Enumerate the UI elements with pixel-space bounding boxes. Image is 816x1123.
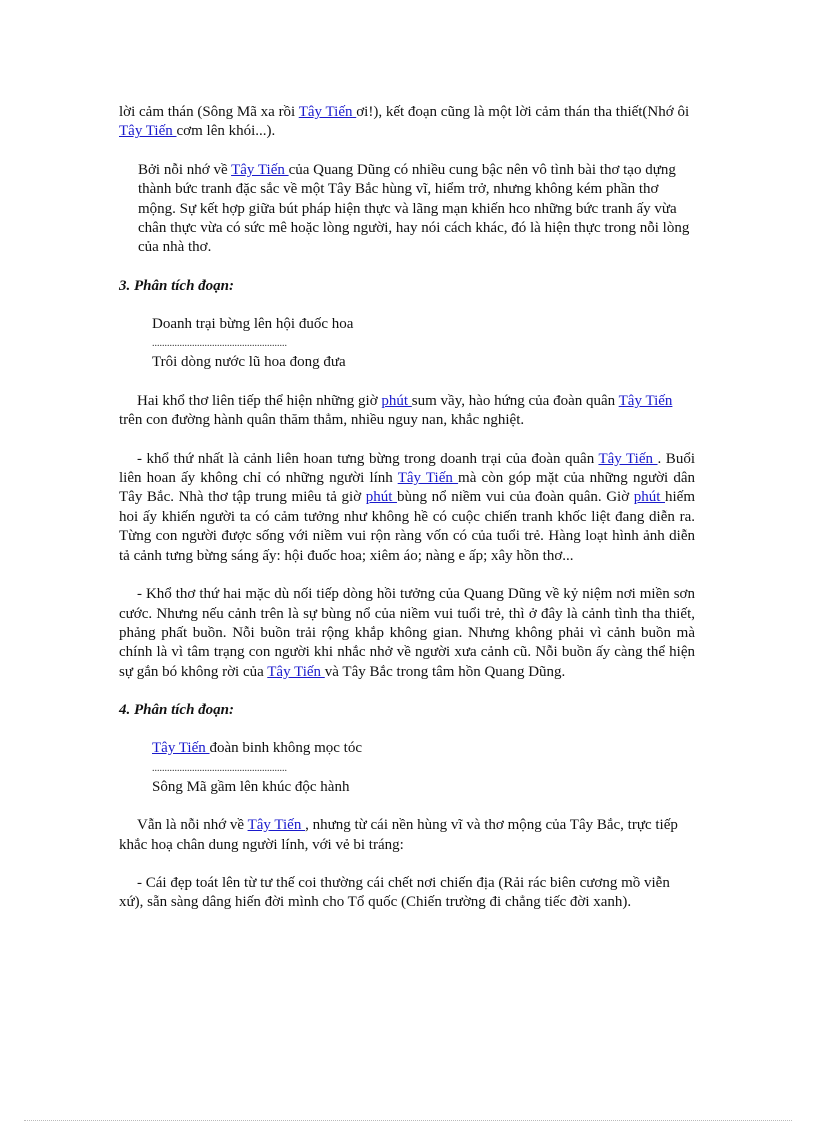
text: - khổ thứ nhất là cảnh liên hoan tưng bừng trong doanh trại của đoàn quân	[137, 450, 599, 467]
section-4-heading: 4. Phân tích đoạn:	[119, 702, 235, 719]
verse-line: Doanh trại bừng lên hội đuốc hoa	[152, 315, 354, 332]
verse-ellipsis: ......................................................	[152, 338, 287, 350]
paragraph-7	[119, 874, 695, 913]
section-3-heading: 3. Phân tích đoạn:	[119, 277, 235, 294]
text: trên con đường hành quân thăm thẳm, nhiều nguy nan, khắc nghiệt.	[119, 412, 525, 429]
paragraph-3	[119, 392, 695, 431]
page-bottom-divider	[24, 1120, 792, 1121]
paragraph-2	[119, 161, 695, 258]
link-phut[interactable]: phút	[381, 392, 412, 409]
verse-block-3	[119, 315, 695, 373]
link-phut[interactable]: phút	[365, 489, 397, 506]
text: cơm lên khói...).	[176, 123, 276, 140]
text: mà còn góp mặt của những người dân Tây Bắc. Nhà thơ tập trung miêu tả giờ	[119, 470, 696, 506]
link-tay-tien[interactable]: Tây Tiến	[247, 817, 306, 834]
text: và Tây Bắc trong tâm hồn Quang Dũng.	[324, 663, 566, 680]
text: hiếm hoi ấy khiến người ta có cảm tưởng như không hề có cuộc chiến tranh khốc liệt đang diễn ra. Từng con người được sống với niềm vui rộn ràng vốn có của tuổi trẻ. Hàng loạt hình ảnh diễn tả cảnh tưng bừng sáng ấy: hội đuốc hoa; xiêm áo; nàng e ấp; xây hồn thơ...	[119, 489, 695, 564]
text: đoàn binh không mọc tóc	[209, 740, 362, 757]
link-tay-tien[interactable]: Tây Tiến	[119, 123, 177, 140]
text: Bởi nỗi nhớ về	[138, 161, 232, 178]
text: , nhưng từ cái nền hùng vĩ và thơ mộng của Tây Bắc, trực tiếp khắc hoạ chân dung người lính, với vẻ bi tráng:	[119, 817, 678, 853]
text: Hai khổ thơ liên tiếp thể hiện những giờ	[137, 392, 382, 409]
link-tay-tien[interactable]: Tây Tiến	[397, 470, 459, 487]
verse-line: Trôi dòng nước lũ hoa đong đưa	[152, 354, 346, 371]
text: sum vầy, hào hứng của đoàn quân	[411, 392, 619, 409]
paragraph-1	[119, 103, 695, 142]
text: lời cảm thán (Sông Mã xa rồi	[119, 104, 299, 120]
verse-block-4	[119, 739, 695, 797]
link-phut[interactable]: phút	[633, 489, 665, 506]
paragraph-5	[119, 585, 695, 682]
link-tay-tien[interactable]: Tây Tiến	[298, 104, 357, 120]
text: Vẫn là nỗi nhớ về	[137, 817, 248, 834]
paragraph-4	[119, 450, 695, 566]
link-tay-tien[interactable]: Tây Tiến	[152, 740, 210, 757]
link-tay-tien[interactable]: Tây Tiến	[231, 161, 289, 178]
text: - Khổ thơ thứ hai mặc dù nối tiếp dòng hồi tưởng của Quang Dũng về kỷ niệm nơi miền sơn cước. Nhưng nếu cảnh trên là sự bùng nổ của niềm vui tuổi trẻ, thì ở đây là cảnh tình tha thiết, phảng phất buồn. Nỗi buồn trải rộng khắp không gian. Nhưng không phải vì cảnh buồn mà chính là vì tâm trạng con người khi nhắc nhở về người xưa cảnh cũ. Nỗi buồn ấy càng thể hiện sự gắn bó không rời của	[119, 586, 695, 680]
document-body	[119, 103, 695, 932]
text: - Cái đẹp toát lên từ tư thế coi thường cái chết nơi chiến địa (Rải rác biên cương mồ viễn xứ), sẵn sàng dâng hiến đời mình cho Tổ quốc (Chiến trường đi chẳng tiếc đời xanh).	[119, 874, 670, 911]
text: . Buổi liên hoan ấy không chỉ có những người lính	[119, 450, 695, 487]
paragraph-6	[119, 816, 695, 855]
text: bùng nổ niềm vui của đoàn quân. Giờ	[397, 489, 634, 506]
text: của Quang Dũng có nhiều cung bậc nên vô tình bài thơ tạo dựng thành bức tranh đặc sắc về một Tây Bắc hùng vĩ, hiểm trở, nhưng không kém phần thơ mộng. Sự kết hợp giữa bút pháp hiện thực và lãng mạn khiến hco những bức tranh ấy vừa chân thực vừa có sức mê hoặc lòng người, hay nói cách khác, đó là hiện thực trong nỗi lòng của nhà thơ.	[138, 161, 690, 256]
verse-ellipsis: ......................................................	[152, 762, 287, 774]
verse-line	[152, 739, 695, 759]
link-tay-tien[interactable]: Tây Tiến	[598, 450, 658, 467]
verse-line: Sông Mã gầm lên khúc độc hành	[152, 778, 350, 795]
link-tay-tien[interactable]: Tây Tiến	[267, 663, 325, 680]
link-tay-tien[interactable]: Tây Tiến	[618, 392, 673, 409]
text: ơi!), kết đoạn cũng là một lời cảm thán tha thiết(Nhớ ôi	[356, 104, 690, 120]
